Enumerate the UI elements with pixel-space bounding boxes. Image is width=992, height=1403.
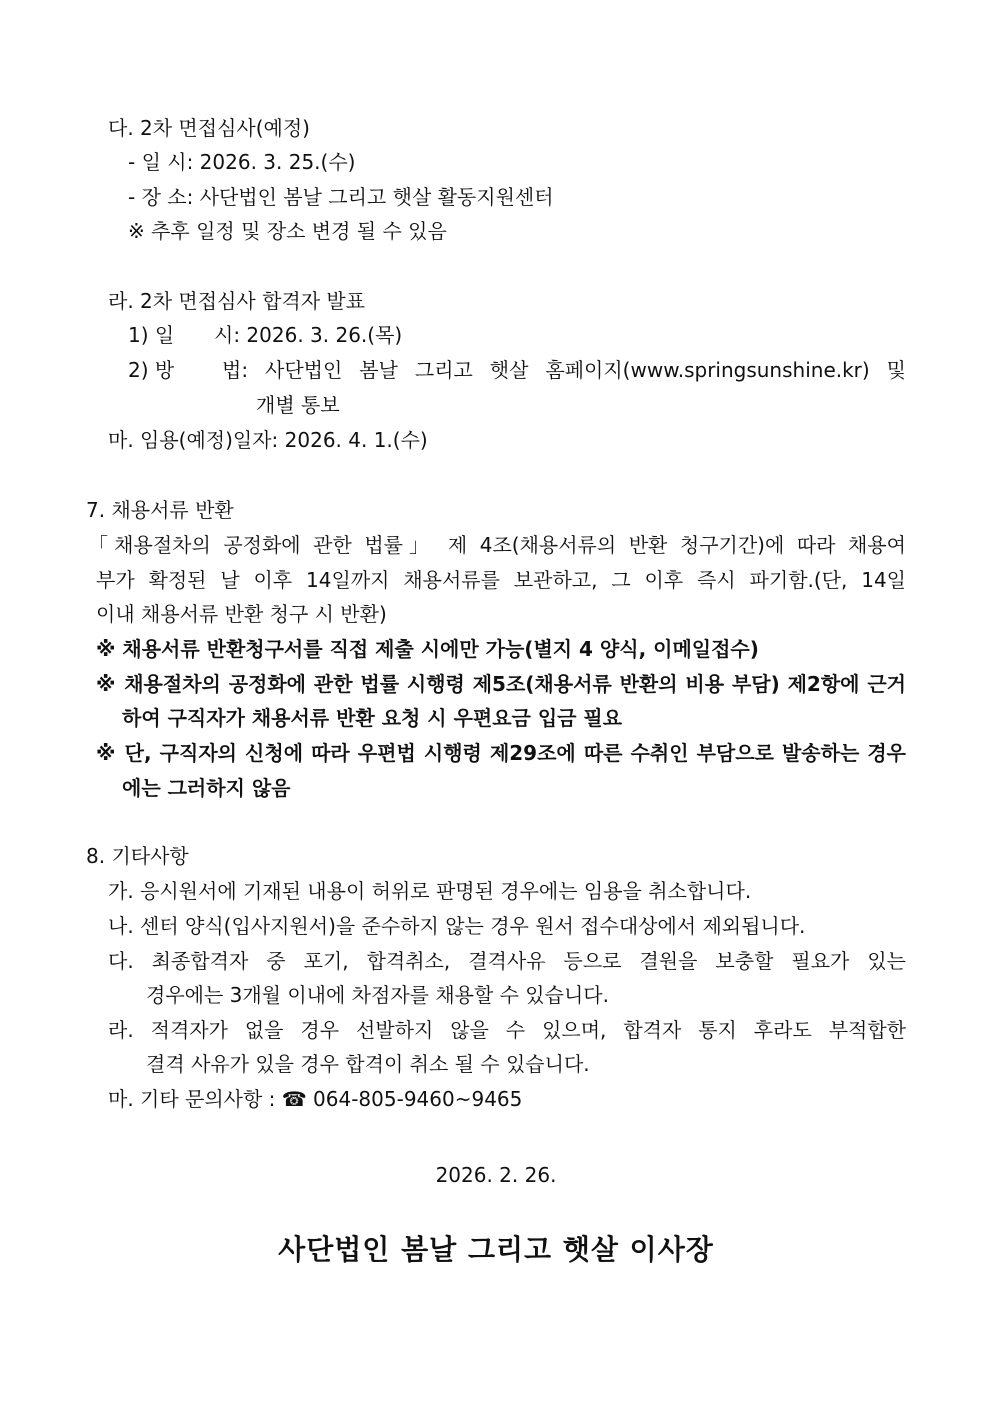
issuer-signature: 사단법인 봄날 그리고 햇살 이사장 xyxy=(278,1233,714,1266)
return-note-3: ※ 단, 구직자의 신청에 따라 우편법 시행령 제29조에 따른 수취인 부담으로 발송하는 경우 xyxy=(96,741,906,765)
misc-item-da-cont: 경우에는 3개월 이내에 차점자를 채용할 수 있습니다. xyxy=(146,983,609,1007)
section-7-body-line3: 이내 채용서류 반환 청구 시 반환) xyxy=(96,602,387,626)
interview-date: - 일 시: 2026. 3. 25.(수) xyxy=(128,150,356,174)
misc-item-ra-cont: 결격 사유가 있을 경우 합격이 취소 될 수 있습니다. xyxy=(146,1052,590,1076)
announce-date-value: 시: 2026. 3. 26.(목) xyxy=(214,323,403,347)
section-ra-heading: 라. 2차 면접심사 합격자 발표 xyxy=(108,289,366,313)
announce-method-label: 2) 방 xyxy=(128,358,175,382)
return-note-2: ※ 채용절차의 공정화에 관한 법률 시행령 제5조(채용서류 반환의 비용 부담) 제2항에 근거 xyxy=(96,672,906,696)
announce-date-label: 1) 일 xyxy=(128,323,175,347)
section-8-heading: 8. 기타사항 xyxy=(86,844,189,868)
misc-item-da: 다. 최종합격자 중 포기, 합격취소, 결격사유 등으로 결원을 보충할 필요가 있는 xyxy=(108,949,906,973)
section-7-body-line2: 부가 확정된 날 이후 14일까지 채용서류를 보관하고, 그 이후 즉시 파기함.(단, 14일 xyxy=(96,568,906,592)
announce-method-value: 법: 사단법인 봄날 그리고 햇살 홈페이지(www.springsunshine.kr) 및 xyxy=(222,358,906,382)
section-7-heading: 7. 채용서류 반환 xyxy=(86,498,234,522)
appointment-date: 마. 임용(예정)일자: 2026. 4. 1.(수) xyxy=(108,428,428,452)
interview-place: - 장 소: 사단법인 봄날 그리고 햇살 활동지원센터 xyxy=(128,185,554,209)
return-note-3-cont: 에는 그러하지 않음 xyxy=(122,776,291,800)
return-note-1: ※ 채용서류 반환청구서를 직접 제출 시에만 가능(별지 4 양식, 이메일접수) xyxy=(96,637,759,661)
misc-item-na: 나. 센터 양식(입사지원서)을 준수하지 않는 경우 원서 접수대상에서 제외됩니다. xyxy=(108,914,806,938)
announce-method-value-cont: 개별 통보 xyxy=(256,393,340,417)
misc-item-ra: 라. 적격자가 없을 경우 선발하지 않을 수 있으며, 합격자 통지 후라도 부적합한 xyxy=(108,1018,906,1042)
section-da-heading: 다. 2차 면접심사(예정) xyxy=(108,116,310,140)
misc-item-ma-contact: 마. 기타 문의사항 : ☎ 064-805-9460~9465 xyxy=(108,1087,523,1111)
interview-note: ※ 추후 일정 및 장소 변경 될 수 있음 xyxy=(128,219,447,243)
document-date: 2026. 2. 26. xyxy=(435,1163,557,1187)
return-note-2-cont: 하여 구직자가 채용서류 반환 요청 시 우편요금 입금 필요 xyxy=(122,706,623,730)
misc-item-ga: 가. 응시원서에 기재된 내용이 허위로 판명된 경우에는 임용을 취소합니다. xyxy=(108,879,752,903)
section-7-body-line1: 「채용절차의 공정화에 관한 법률」 제 4조(채용서류의 반환 청구기간)에 따라 채용여 xyxy=(88,533,906,557)
